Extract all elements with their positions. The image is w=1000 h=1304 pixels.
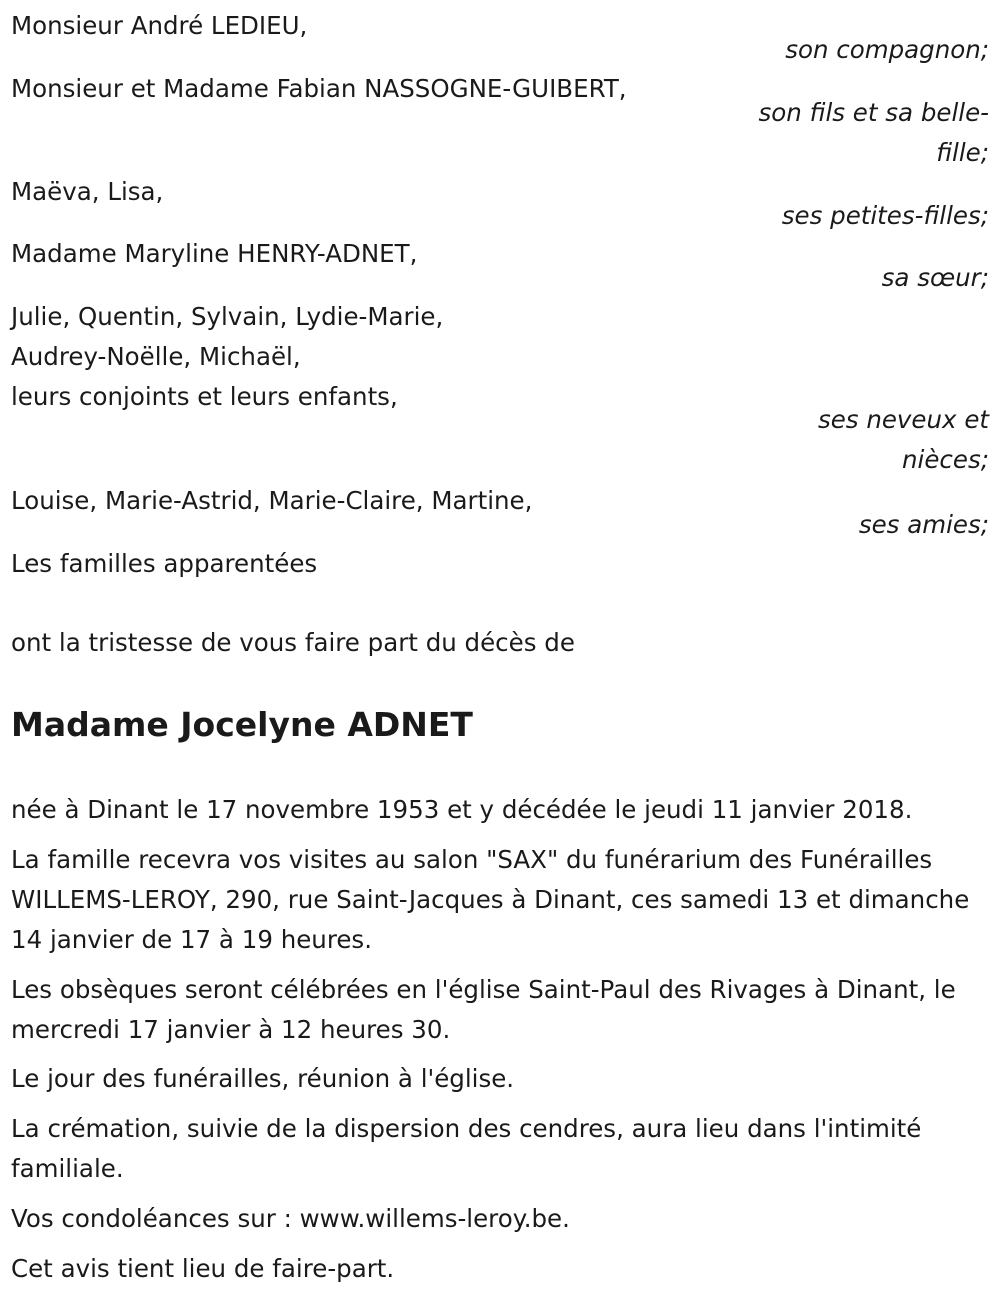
family-entry-sister — [11, 234, 989, 298]
notice-paragraph — [11, 1249, 989, 1289]
family-role: sa sœur; — [881, 263, 989, 292]
deceased-title: Madame Jocelyne ADNET — [11, 705, 473, 744]
family-role: ses amies; — [858, 510, 989, 539]
ceremony-paragraph — [11, 970, 991, 1050]
family-role: ses neveux et nièces; — [817, 405, 989, 474]
paragraph: Le jour des funérailles, réunion à l'église. — [11, 1064, 515, 1093]
family-entry-friends — [11, 481, 989, 545]
paragraph: Cet avis tient lieu de faire-part. — [11, 1254, 395, 1283]
announcement — [11, 623, 989, 663]
family-name: Madame Maryline HENRY-ADNET, — [11, 239, 418, 268]
families-related-text: Les familles apparentées — [11, 549, 318, 578]
family-name: Maëva, Lisa, — [11, 177, 164, 206]
family-name: Monsieur André LEDIEU, — [11, 11, 308, 40]
family-entry-granddaughters — [11, 172, 989, 236]
announcement-text: ont la tristesse de vous faire part du décès de — [11, 628, 575, 657]
family-role: son compagnon; — [785, 35, 989, 64]
family-entry-nephews — [11, 297, 989, 480]
family-entry-companion — [11, 6, 989, 70]
deceased-name — [11, 703, 989, 747]
paragraph: La famille recevra vos visites au salon "SAX" du funérarium des Funérailles WILLEMS-LEROY, 290, rue Saint-Jacques à Dinant, ces samedi 13 et dimanche 14 janvier de 17 à 19 heures. — [11, 845, 970, 954]
families-related — [11, 544, 989, 584]
visits-paragraph — [11, 840, 991, 960]
paragraph: Les obsèques seront célébrées en l'église Saint-Paul des Rivages à Dinant, le mercredi 17 janvier à 12 heures 30. — [11, 975, 956, 1044]
paragraph: La crémation, suivie de la dispersion des cendres, aura lieu dans l'intimité familiale. — [11, 1114, 922, 1183]
paragraph: Vos condoléances sur : www.willems-leroy.be. — [11, 1204, 570, 1233]
family-name-line: leurs conjoints et leurs enfants, — [11, 382, 398, 411]
paragraph: née à Dinant le 17 novembre 1953 et y décédée le jeudi 11 janvier 2018. — [11, 795, 913, 824]
family-name: Louise, Marie-Astrid, Marie-Claire, Martine, — [11, 486, 533, 515]
funeral-day-paragraph — [11, 1059, 989, 1099]
birth-death-paragraph — [11, 790, 989, 830]
family-name: Monsieur et Madame Fabian NASSOGNE-GUIBERT, — [11, 74, 627, 103]
family-name-line: Audrey-Noëlle, Michaël, — [11, 342, 301, 371]
condolences-paragraph — [11, 1199, 989, 1239]
cremation-paragraph — [11, 1109, 991, 1189]
family-entry-son — [11, 69, 989, 173]
family-name-line: Julie, Quentin, Sylvain, Lydie-Marie, — [11, 302, 444, 331]
family-role: son fils et sa belle-fille; — [758, 98, 989, 167]
family-role: ses petites-filles; — [781, 201, 989, 230]
